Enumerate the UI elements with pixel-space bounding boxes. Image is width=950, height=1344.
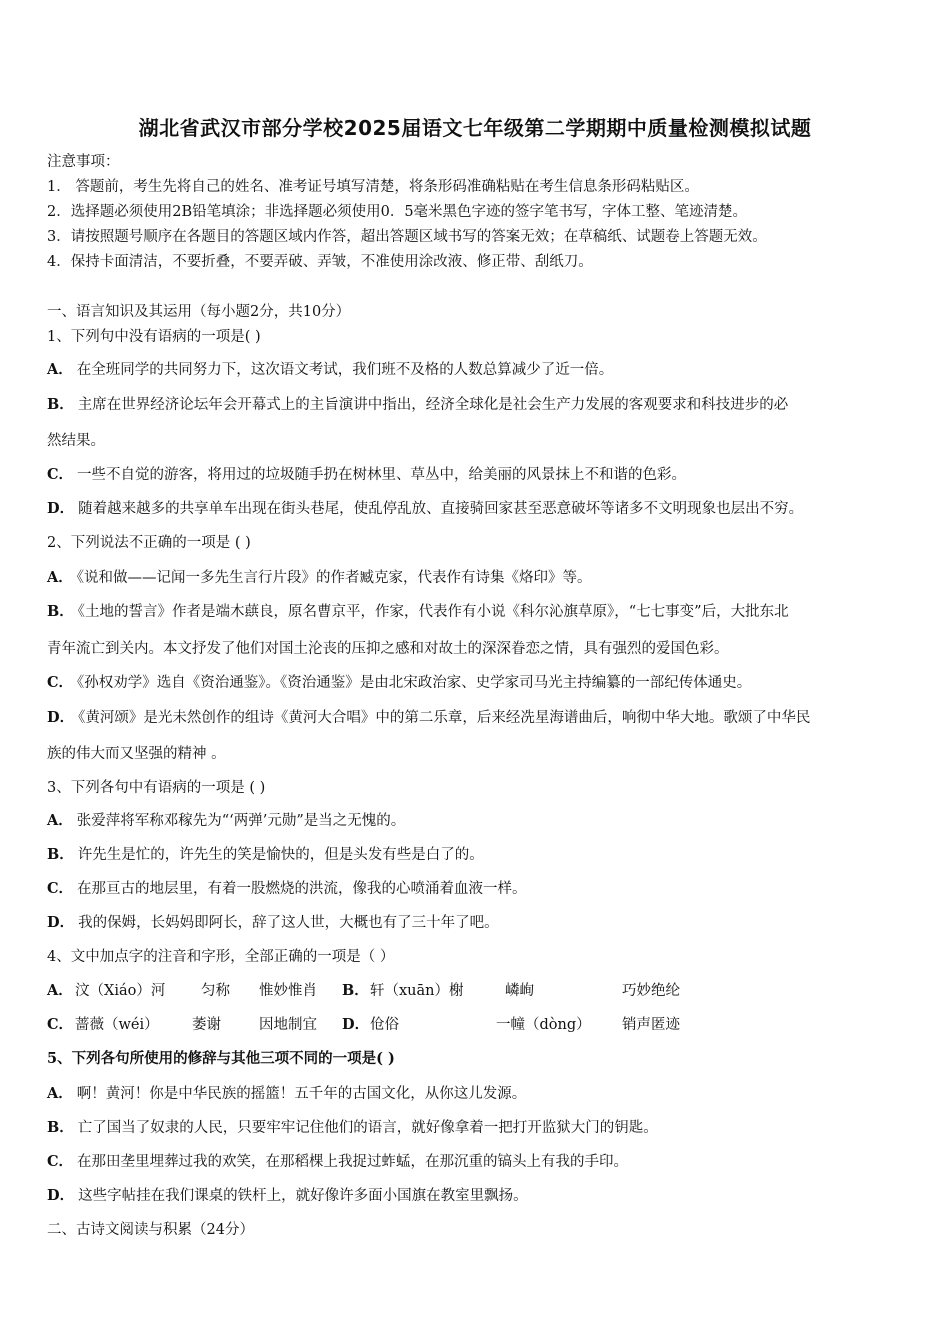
page-title: 湖北省武汉市部分学校2025届语文七年级第二学期期中质量检测模拟试题 — [138, 116, 812, 140]
notice-item-2: 2．选择题必须使用2B铅笔填涂；非选择题必须使用0．5毫米黑色字迹的签字笔书写，字体工整、笔迹清楚。 — [47, 204, 748, 220]
option-item: 因地制宜 — [259, 1017, 317, 1033]
option-item: 销声匿迹 — [622, 1017, 680, 1033]
option-letter: C． — [47, 1153, 74, 1170]
option-letter: B． — [47, 1119, 74, 1136]
option-item: 惟妙惟肖 — [259, 983, 317, 999]
q5-option-d — [47, 1186, 528, 1206]
option-text: 这些字帖挂在我们课桌的铁杆上，就好像许多面小国旗在教室里飘扬。 — [78, 1188, 528, 1204]
option-letter: B． — [47, 396, 74, 413]
option-letter: A． — [47, 1085, 73, 1102]
q3-option-d — [47, 913, 499, 933]
option-item: 轩（xuān）榭 — [370, 983, 464, 999]
option-item: 汶（Xiáo）河 — [75, 983, 166, 999]
notice-item-4: 4．保持卡面清洁，不要折叠，不要弄破、弄皱，不准使用涂改液、修正带、刮纸刀。 — [47, 254, 593, 270]
option-letter: C． — [47, 466, 74, 483]
notice-item-1: 1． 答题前，考生先将自己的姓名、准考证号填写清楚，将条形码准确粘贴在考生信息条形码粘贴区。 — [47, 179, 699, 195]
option-text: 一些不自觉的游客，将用过的垃圾随手扔在树林里、草丛中，给美丽的风景抹上不和谐的色彩。 — [77, 467, 687, 483]
option-item: 伧俗 — [370, 1017, 399, 1033]
option-letter: C． — [47, 674, 74, 691]
q3-stem: 3、下列各句中有语病的一项是 ( ) — [47, 780, 266, 796]
option-letter: A． — [47, 982, 73, 999]
notice-heading: 注意事项： — [47, 154, 120, 170]
option-letter: C． — [47, 880, 74, 897]
q2-option-a — [47, 568, 592, 588]
option-letter: A． — [47, 569, 73, 586]
q5-option-b — [47, 1118, 658, 1138]
q1-option-b — [47, 395, 788, 415]
q2-option-b — [47, 602, 789, 622]
section-2-heading: 二、古诗文阅读与积累（24分） — [47, 1222, 254, 1238]
q1-option-b-cont: 然结果。 — [47, 433, 105, 449]
q4-stem: 4、文中加点字的注音和字形，全部正确的一项是（ ） — [47, 949, 395, 965]
q1-option-a — [47, 360, 613, 380]
notice-item-3: 3．请按照题号顺序在各题目的答题区域内作答，超出答题区域书写的答案无效；在草稿纸、试题卷上答题无效。 — [47, 229, 767, 245]
option-item: 巧妙绝纶 — [622, 983, 680, 999]
option-text: 《土地的誓言》作者是端木蕻良，原名曹京平，作家，代表作有小说《科尔沁旗草原》，“七七事变”后，大批东北 — [77, 604, 789, 620]
option-text: 在那亘古的地层里，有着一股燃烧的洪流，像我的心喷涌着血液一样。 — [77, 881, 527, 897]
section-1-heading: 一、语言知识及其运用（每小题2分，共10分） — [47, 304, 351, 320]
option-letter: D． — [47, 500, 75, 517]
option-text: 主席在世界经济论坛年会开幕式上的主旨演讲中指出，经济全球化是社会生产力发展的客观要求和科技进步的必 — [77, 397, 789, 413]
q1-stem: 1、下列句中没有语病的一项是( ) — [47, 329, 261, 345]
option-item: 匀称 — [201, 983, 230, 999]
option-text: 啊！黄河！你是中华民族的摇篮！五千年的古国文化，从你这儿发源。 — [76, 1086, 527, 1102]
q3-option-c — [47, 879, 527, 899]
option-text: 亡了国当了奴隶的人民，只要牢牢记住他们的语言，就好像拿着一把打开监狱大门的钥匙。 — [77, 1120, 658, 1136]
option-text: 《孙权劝学》选自《资治通鉴》。《资治通鉴》是由北宋政治家、史学家司马光主持编纂的一部纪传体通史。 — [77, 675, 752, 691]
option-letter: A． — [47, 361, 73, 378]
option-text: 在那田垄里埋葬过我的欢笑，在那稻棵上我捉过蚱蜢，在那沉重的镐头上有我的手印。 — [77, 1154, 629, 1170]
q5-option-a — [47, 1084, 526, 1104]
q2-stem: 2、下列说法不正确的一项是 ( ) — [47, 535, 251, 551]
option-text: 在全班同学的共同努力下，这次语文考试，我们班不及格的人数总算减少了近一倍。 — [76, 362, 614, 378]
option-letter: D． — [47, 1187, 75, 1204]
q2-option-d — [47, 708, 810, 728]
q2-option-d-cont: 族的伟大而又坚强的精神 。 — [47, 746, 226, 762]
q5-option-c — [47, 1152, 628, 1172]
option-item: 嶙峋 — [505, 983, 534, 999]
option-letter: C． — [47, 1016, 74, 1033]
option-text: 随着越来越多的共享单车出现在街头巷尾，使乱停乱放、直接骑回家甚至恶意破坏等诸多不文明现象也层出不穷。 — [78, 501, 804, 517]
q3-option-a — [47, 811, 405, 831]
option-letter: D． — [47, 709, 75, 726]
option-letter: D． — [47, 914, 75, 931]
option-letter: A． — [47, 812, 73, 829]
option-text: 许先生是忙的，许先生的笑是愉快的，但是头发有些是白了的。 — [77, 847, 484, 863]
option-item: 一幢（dòng） — [496, 1017, 591, 1033]
q2-option-b-cont: 青年流亡到关内。本文抒发了他们对国土沦丧的压抑之感和对故土的深深眷恋之情，具有强烈的爱国色彩。 — [47, 641, 729, 657]
option-text: 《黄河颂》是光未然创作的组诗《黄河大合唱》中的第二乐章，后来经冼星海谱曲后，响彻中华大地。歌颂了中华民 — [78, 710, 811, 726]
option-letter: D． — [342, 1016, 370, 1033]
option-letter: B． — [342, 982, 369, 999]
q1-option-c — [47, 465, 686, 485]
option-item: 蔷薇（wéi） — [75, 1017, 159, 1033]
q2-option-c — [47, 673, 751, 693]
option-text: 《说和做——记闻一多先生言行片段》的作者臧克家，代表作有诗集《烙印》等。 — [76, 570, 592, 586]
option-letter: B． — [47, 846, 74, 863]
option-item: 萎谢 — [192, 1017, 221, 1033]
q1-option-d — [47, 499, 803, 519]
q3-option-b — [47, 845, 484, 865]
option-letter: B． — [47, 603, 74, 620]
option-text: 我的保姆，长妈妈即阿长，辞了这人世，大概也有了三十年了吧。 — [78, 915, 499, 931]
q5-stem: 5、下列各句所使用的修辞与其他三项不同的一项是( ) — [47, 1050, 395, 1067]
option-text: 张爱萍将军称邓稼先为“‘两弹’元勋”是当之无愧的。 — [76, 813, 406, 829]
